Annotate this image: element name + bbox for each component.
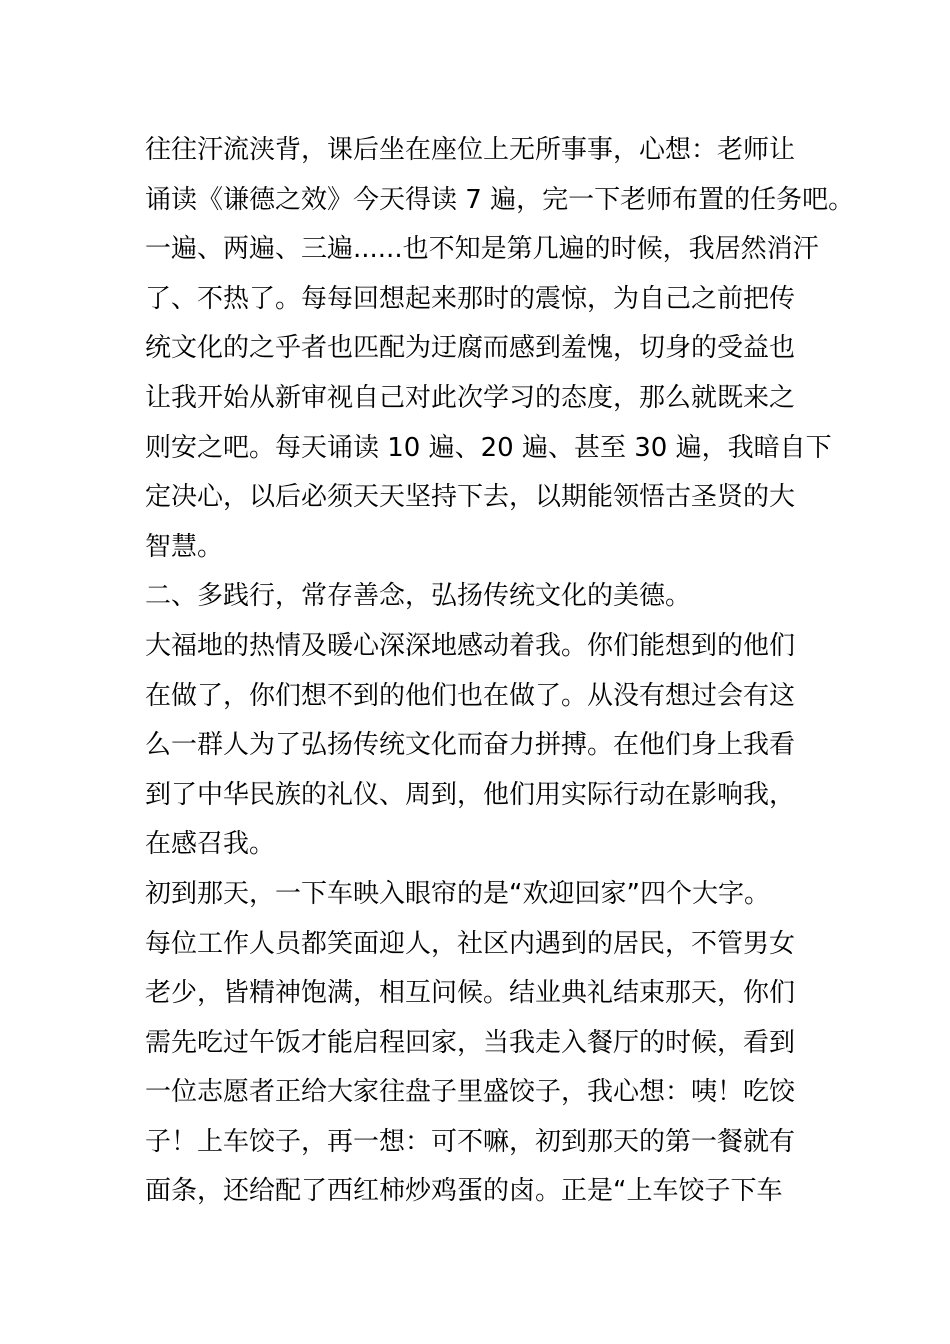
text-line: 统文化的之乎者也匹配为迂腐而感到羞愧，切身的受益也 bbox=[145, 333, 796, 364]
text-line: 智慧。 bbox=[145, 531, 224, 562]
text-line: 么一群人为了弘扬传统文化而奋力拼搏。在他们身上我看 bbox=[145, 730, 796, 761]
text-line: 在感召我。 bbox=[145, 829, 276, 860]
text-line: 子！上车饺子，再一想：可不嘛，初到那天的第一餐就有 bbox=[145, 1126, 796, 1157]
text-line: 在做了，你们想不到的他们也在做了。从没有想过会有这 bbox=[145, 680, 796, 711]
text-line: 让我开始从新审视自己对此次学习的态度，那么就既来之 bbox=[145, 382, 796, 413]
text-line: 需先吃过午饭才能启程回家，当我走入餐厅的时候，看到 bbox=[145, 1027, 796, 1058]
text-line: 往往汗流浃背，课后坐在座位上无所事事，心想：老师让 bbox=[145, 135, 796, 165]
document-body bbox=[145, 126, 855, 1217]
text-line: 一遍、两遍、三遍......也不知是第几遍的时候，我居然消汗 bbox=[145, 234, 819, 265]
text-line: 了、不热了。每每回想起来那时的震惊，为自己之前把传 bbox=[145, 283, 796, 314]
text-line: 每位工作人员都笑面迎人，社区内遇到的居民，不管男女 bbox=[145, 928, 796, 959]
text-line: 诵读《谦德之效》今天得读 7 遍，完一下老师布置的任务吧。 bbox=[145, 184, 855, 215]
section-heading: 二、多践行，常存善念，弘扬传统文化的美德。 bbox=[145, 581, 692, 612]
text-line: 定决心，以后必须天天坚持下去，以期能领悟古圣贤的大 bbox=[145, 482, 796, 513]
text-line: 大福地的热情及暖心深深地感动着我。你们能想到的他们 bbox=[145, 630, 796, 661]
text-line: 则安之吧。每天诵读 10 遍、20 遍、甚至 30 遍，我暗自下 bbox=[145, 432, 832, 463]
text-line: 初到那天，一下车映入眼帘的是“欢迎回家”四个大字。 bbox=[145, 878, 770, 909]
text-line: 老少，皆精神饱满，相互问候。结业典礼结束那天，你们 bbox=[145, 978, 796, 1009]
text-line: 面条，还给配了西红柿炒鸡蛋的卤。正是“上车饺子下车 bbox=[145, 1176, 783, 1207]
text-line: 一位志愿者正给大家往盘子里盛饺子，我心想：咦！吃饺 bbox=[145, 1077, 796, 1108]
text-line: 到了中华民族的礼仪、周到，他们用实际行动在影响我， bbox=[145, 779, 796, 810]
